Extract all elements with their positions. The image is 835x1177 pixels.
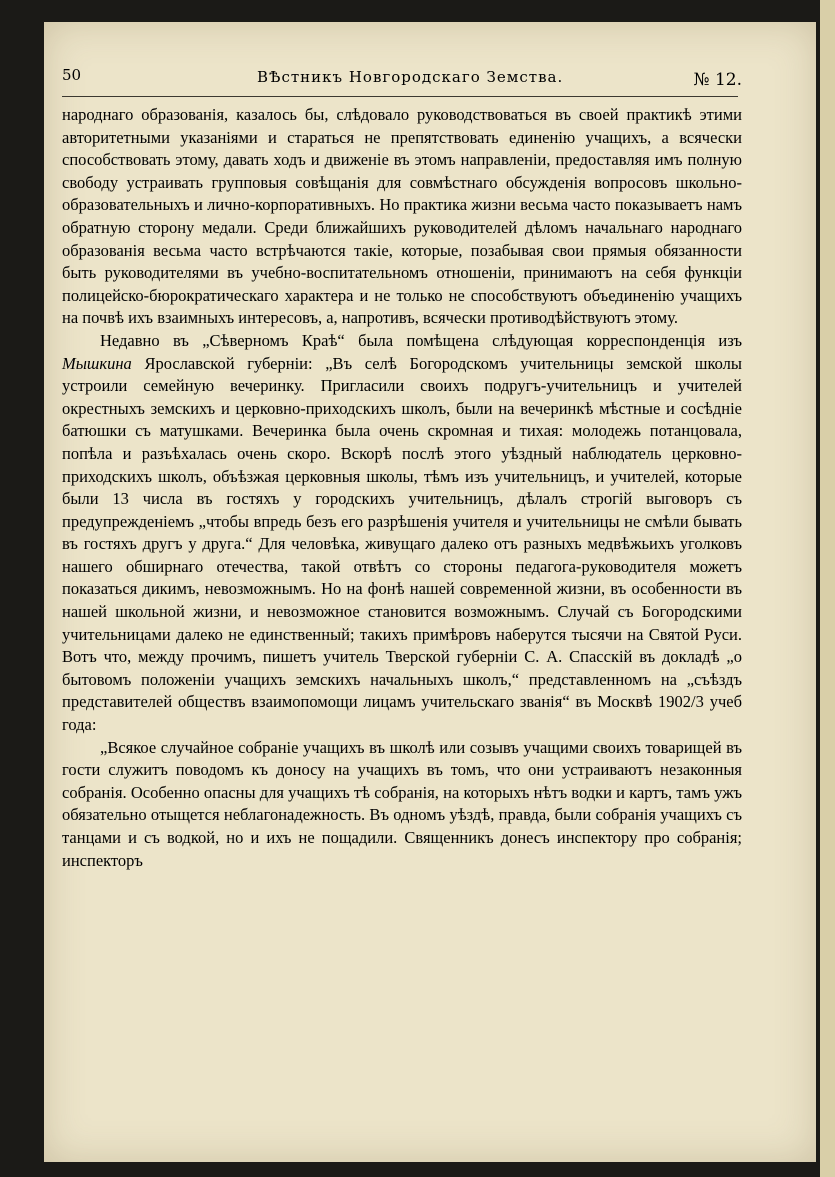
paragraph-correspondence (62, 330, 742, 737)
article-body (62, 104, 742, 872)
header-rule (62, 96, 738, 97)
paragraph-text-part: Ярославской губерніи: „Въ селѣ Богородскомъ учительницы земской школы устроили семейную вечеринку. Пригласили своихъ подругъ-учительницъ и учителей окрестныхъ земскихъ и церковно-приходскихъ школъ, были на вечеринкѣ мѣстные и сосѣдніе батюшки съ матушками. Вечеринка была очень скромная и тихая: молодежь потанцовала, попѣла и разъѣхалась очень скоро. Вскорѣ послѣ этого уѣздный наблюдатель церковно-приходскихъ школъ, объѣзжая церковныя школы, тѣмъ изъ учительницъ, и учителей, которые были 13 числа въ гостяхъ у городскихъ учительницъ, дѣлалъ строгій выговоръ съ предупрежденіемъ „чтобы впредь безъ его разрѣшенія учителя и учительницы не смѣли бывать въ гостяхъ другъ у друга.“ Для человѣка, живущаго далеко отъ разныхъ медвѣжьихъ уголковъ нашего обширнаго отечества, такой отвѣтъ со стороны педагога-руководителя можетъ показаться дикимъ, невозможнымъ. Но на фонѣ нашей современной жизни, въ особенности въ нашей школьной жизни, и невозможное становится возможнымъ. Случай съ Богородскими учительницами далеко не единственный; такихъ примѣровъ наберутся тысячи на Святой Руси. Вотъ что, между прочимъ, пишетъ учитель Тверской губерніи С. А. Спасскій въ докладѣ „о бытовомъ положеніи учащихъ земскихъ начальныхъ школъ,“ представленномъ на „съѣздъ представителей обществъ взаимопомощи лицамъ учительскаго званія“ въ Москвѣ 1902/3 учеб года: (62, 353, 742, 735)
place-name-italic: Мышкина (62, 353, 132, 373)
right-page-edge (820, 0, 835, 1177)
running-header (62, 66, 742, 92)
page-number: 50 (62, 66, 82, 84)
paragraph-text-part: Недавно въ „Сѣверномъ Краѣ“ была помѣщена слѣдующая корреспонденція изъ (100, 330, 742, 350)
paragraph-quotation: „Всякое случайное собраніе учащихъ въ школѣ или созывъ учащими своихъ товарищей въ гости служитъ поводомъ къ доносу на учащихъ въ томъ, что они устраиваютъ незаконныя собранія. Особенно опасны для учащихъ тѣ собранія, на которыхъ нѣтъ водки и картъ, тамъ ужъ обязательно отыщется неблагонадежность. Въ одномъ уѣздѣ, правда, были собранія учащихъ съ танцами и съ водкой, но и ихъ не пощадили. Священникъ донесъ инспектору про собранія; инспекторъ (62, 737, 742, 870)
paragraph-continuation: народнаго образованія, казалось бы, слѣдовало руководствоваться въ своей практикѣ этими авторитетными указаніями и стараться не препятствовать единенію учащихъ, а всячески способствовать этому, давать ходъ и движеніе въ этомъ направленіи, предоставляя имъ полную свободу устраивать групповыя совѣщанія для совмѣстнаго обсужденія вопросовъ школьно-образовательныхъ и лично-корпоративныхъ. Но практика жизни весьма часто показываетъ намъ обратную сторону медали. Среди ближайшихъ руководителей дѣломъ начальнаго народнаго образованія весьма часто встрѣчаются такіе, которые, позабывая свои прямыя обязанности быть руководителями въ учебно-воспитательномъ отношеніи, принимаютъ на себя функціи полицейско-бюрократическаго характера и не только не способствуютъ объединенію учащихъ на почвѣ ихъ взаимныхъ интересовъ, а, напротивъ, всячески противодѣйствуютъ этому. (62, 105, 742, 328)
journal-title: ВѢстникъ Новгородскаго Земства. (257, 68, 564, 86)
issue-number: № 12. (693, 70, 742, 90)
